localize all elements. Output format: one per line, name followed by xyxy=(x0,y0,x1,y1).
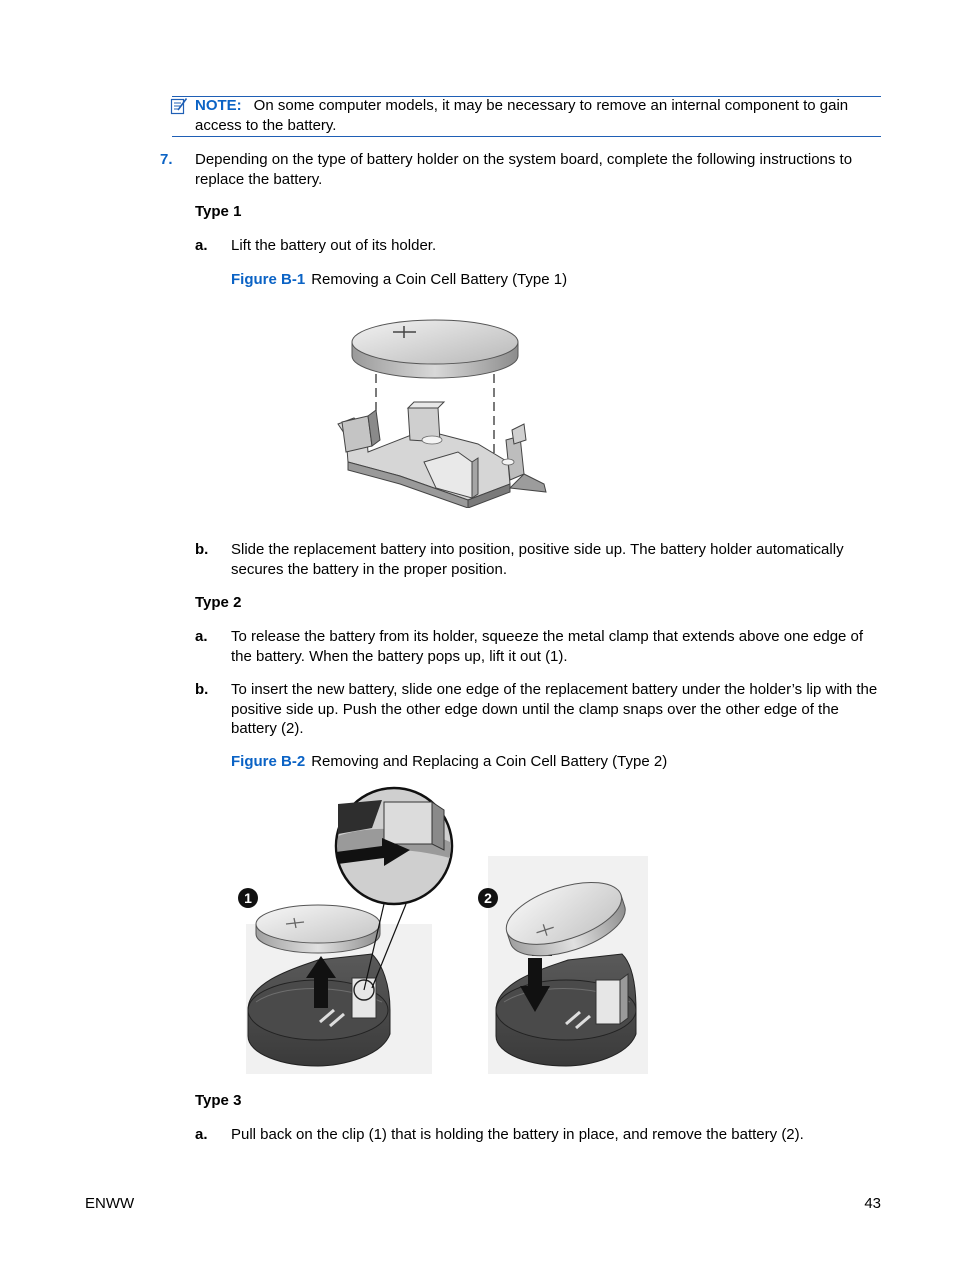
type1-item-b-letter: b. xyxy=(195,541,209,558)
figure-b2-label: Figure B-2 xyxy=(231,753,306,770)
note-body: On some computer models, it may be necessary to remove an internal component to gain access to the battery. xyxy=(195,97,849,134)
type2-item-a-letter: a. xyxy=(195,628,208,645)
callout-2: 2 xyxy=(484,890,492,906)
type1-item-a-text: Lift the battery out of its holder. xyxy=(231,237,437,254)
step-text: Depending on the type of battery holder on the system board, complete the following instructions to replace the battery. xyxy=(195,151,853,188)
figure-b1-illustration xyxy=(328,312,554,508)
page-number: 43 xyxy=(864,1195,881,1212)
figure-b1-title: Removing a Coin Cell Battery (Type 1) xyxy=(311,271,568,288)
callout-1: 1 xyxy=(244,890,252,906)
figure-b1-label: Figure B-1 xyxy=(231,271,306,288)
figure-b1-caption xyxy=(231,270,567,290)
figure-b2-caption xyxy=(231,752,667,772)
type1-item-a-letter: a. xyxy=(195,237,208,254)
figure-b2-title: Removing and Replacing a Coin Cell Battery (Type 2) xyxy=(311,753,668,770)
type2-heading: Type 2 xyxy=(195,594,242,611)
type1-item-b-text: Slide the replacement battery into position, positive side up. The battery holder automatically secures the battery in the proper position. xyxy=(231,541,844,578)
type3-item-a-letter: a. xyxy=(195,1126,208,1143)
type3-heading: Type 3 xyxy=(195,1092,242,1109)
type1-heading: Type 1 xyxy=(195,203,242,220)
type2-item-b-letter: b. xyxy=(195,681,209,698)
type3-item-a-text: Pull back on the clip (1) that is holding the battery in place, and remove the battery (2). xyxy=(231,1126,804,1143)
type2-item-a-text: To release the battery from its holder, squeeze the metal clamp that extends above one edge of the battery. When the battery pops up, lift it out (1). xyxy=(231,628,864,665)
footer-enww: ENWW xyxy=(85,1195,135,1212)
step-number: 7. xyxy=(160,151,173,168)
note-label: NOTE: xyxy=(195,97,242,114)
note-icon xyxy=(170,97,188,115)
type2-item-b-text: To insert the new battery, slide one edge of the replacement battery under the holder’s lip with the positive side up. Push the other edge down until the clamp snaps over the other edge of the battery (2). xyxy=(231,681,878,737)
note-text xyxy=(195,96,885,135)
figure-b2-illustration xyxy=(232,784,652,1076)
